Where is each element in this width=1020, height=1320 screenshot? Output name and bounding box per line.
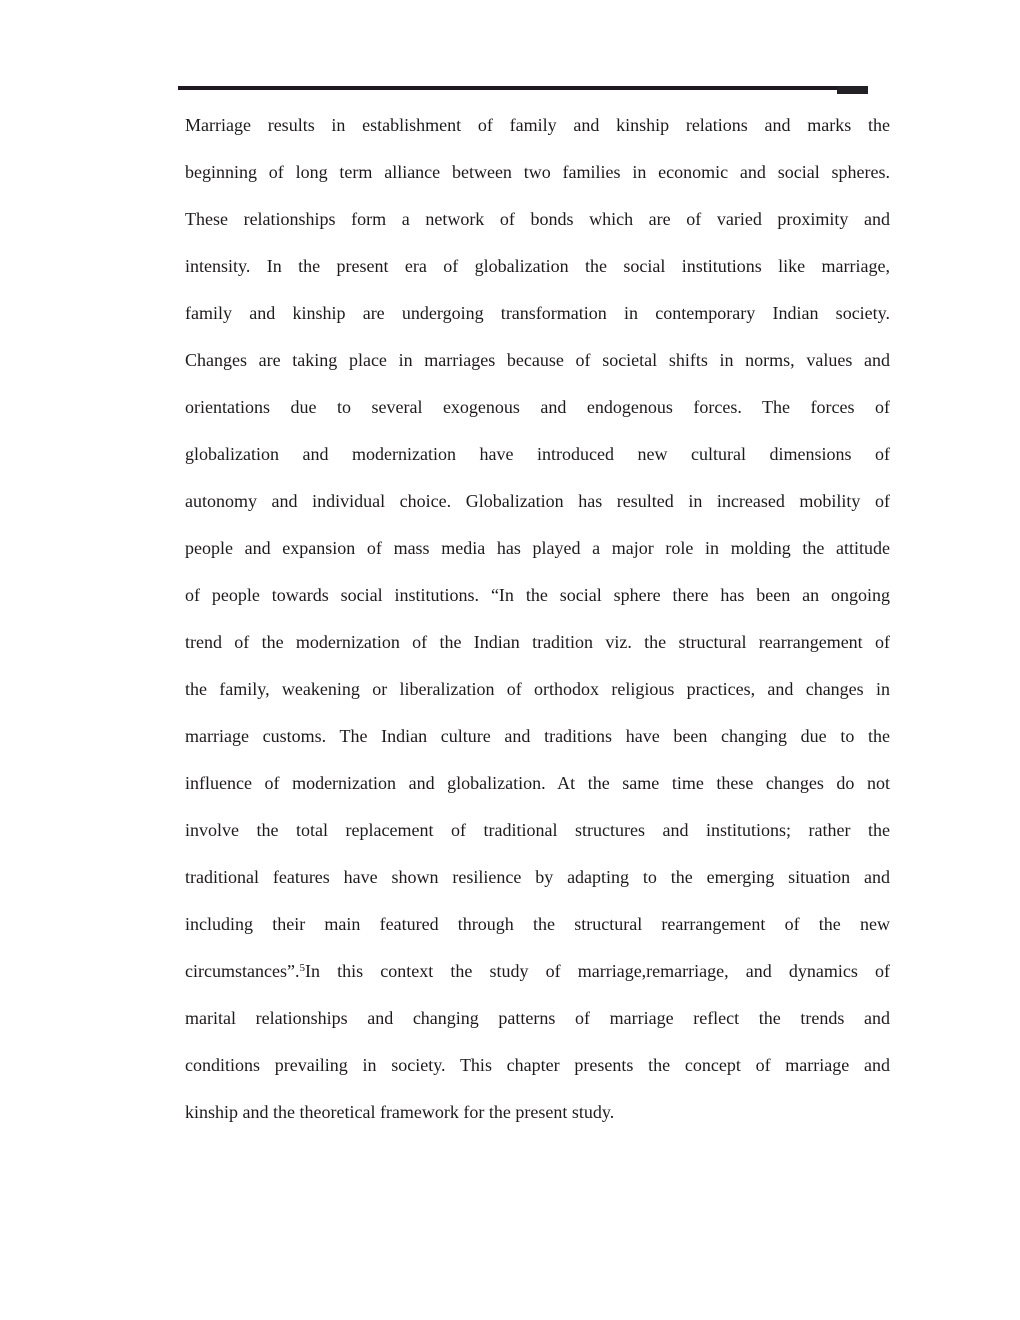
text-line-content: influence of modernization and globalization. At the same time these changes do not bbox=[185, 773, 890, 793]
text-line bbox=[185, 770, 890, 817]
text-line bbox=[185, 911, 890, 958]
text-line-content: conditions prevailing in society. This chapter presents the concept of marriage and bbox=[185, 1055, 890, 1075]
footnote-marker: 5 bbox=[299, 962, 305, 974]
text-line bbox=[185, 394, 890, 441]
text-line bbox=[185, 347, 890, 394]
text-line bbox=[185, 817, 890, 864]
text-line bbox=[185, 723, 890, 770]
text-line bbox=[185, 1052, 890, 1099]
text-line bbox=[185, 206, 890, 253]
text-line-content: Marriage results in establishment of family and kinship relations and marks the bbox=[185, 115, 890, 135]
text-line-content: including their main featured through the structural rearrangement of the new bbox=[185, 914, 890, 934]
text-line bbox=[185, 253, 890, 300]
text-line bbox=[185, 300, 890, 347]
header-rule-tab bbox=[837, 86, 868, 94]
text-line bbox=[185, 629, 890, 676]
text-line-content: autonomy and individual choice. Globalization has resulted in increased mobility of bbox=[185, 491, 890, 511]
text-line-with-footnote bbox=[185, 958, 890, 1005]
text-line-content: orientations due to several exogenous and endogenous forces. The forces of bbox=[185, 397, 890, 417]
text-line-content: marriage customs. The Indian culture and traditions have been changing due to the bbox=[185, 726, 890, 746]
text-line-content: people and expansion of mass media has played a major role in molding the attitude bbox=[185, 538, 890, 558]
text-line bbox=[185, 676, 890, 723]
text-line-content: traditional features have shown resilience by adapting to the emerging situation and bbox=[185, 867, 890, 887]
body-paragraph bbox=[185, 112, 890, 1146]
text-line-content: of people towards social institutions. “In the social sphere there has been an ongoing bbox=[185, 585, 890, 605]
text-line-content: circumstances”. bbox=[185, 961, 300, 981]
text-line-content: kinship and the theoretical framework for the present study. bbox=[185, 1102, 615, 1122]
text-line-content: trend of the modernization of the Indian tradition viz. the structural rearrangement of bbox=[185, 632, 890, 652]
text-line bbox=[185, 535, 890, 582]
text-line-content: These relationships form a network of bonds which are of varied proximity and bbox=[185, 209, 890, 229]
text-line-content: Changes are taking place in marriages because of societal shifts in norms, values and bbox=[185, 350, 890, 370]
header-rule bbox=[178, 86, 840, 90]
text-line bbox=[185, 488, 890, 535]
text-line-content: marital relationships and changing patterns of marriage reflect the trends and bbox=[185, 1008, 890, 1028]
text-line-content: the family, weakening or liberalization of orthodox religious practices, and changes in bbox=[185, 679, 890, 699]
text-line-content: beginning of long term alliance between two families in economic and social spheres. bbox=[185, 162, 890, 182]
text-line bbox=[185, 1005, 890, 1052]
text-line-content: intensity. In the present era of globalization the social institutions like marriage, bbox=[185, 256, 890, 276]
text-line bbox=[185, 159, 890, 206]
text-line bbox=[185, 582, 890, 629]
text-line-content: family and kinship are undergoing transformation in contemporary Indian society. bbox=[185, 303, 890, 323]
text-line-content: globalization and modernization have introduced new cultural dimensions of bbox=[185, 444, 890, 464]
text-line bbox=[185, 441, 890, 488]
text-line-content: In this context the study of marriage,remarriage, and dynamics of bbox=[304, 961, 890, 981]
text-line-content: involve the total replacement of traditional structures and institutions; rather the bbox=[185, 820, 890, 840]
text-line bbox=[185, 112, 890, 159]
text-line bbox=[185, 864, 890, 911]
text-line-last bbox=[185, 1099, 890, 1146]
